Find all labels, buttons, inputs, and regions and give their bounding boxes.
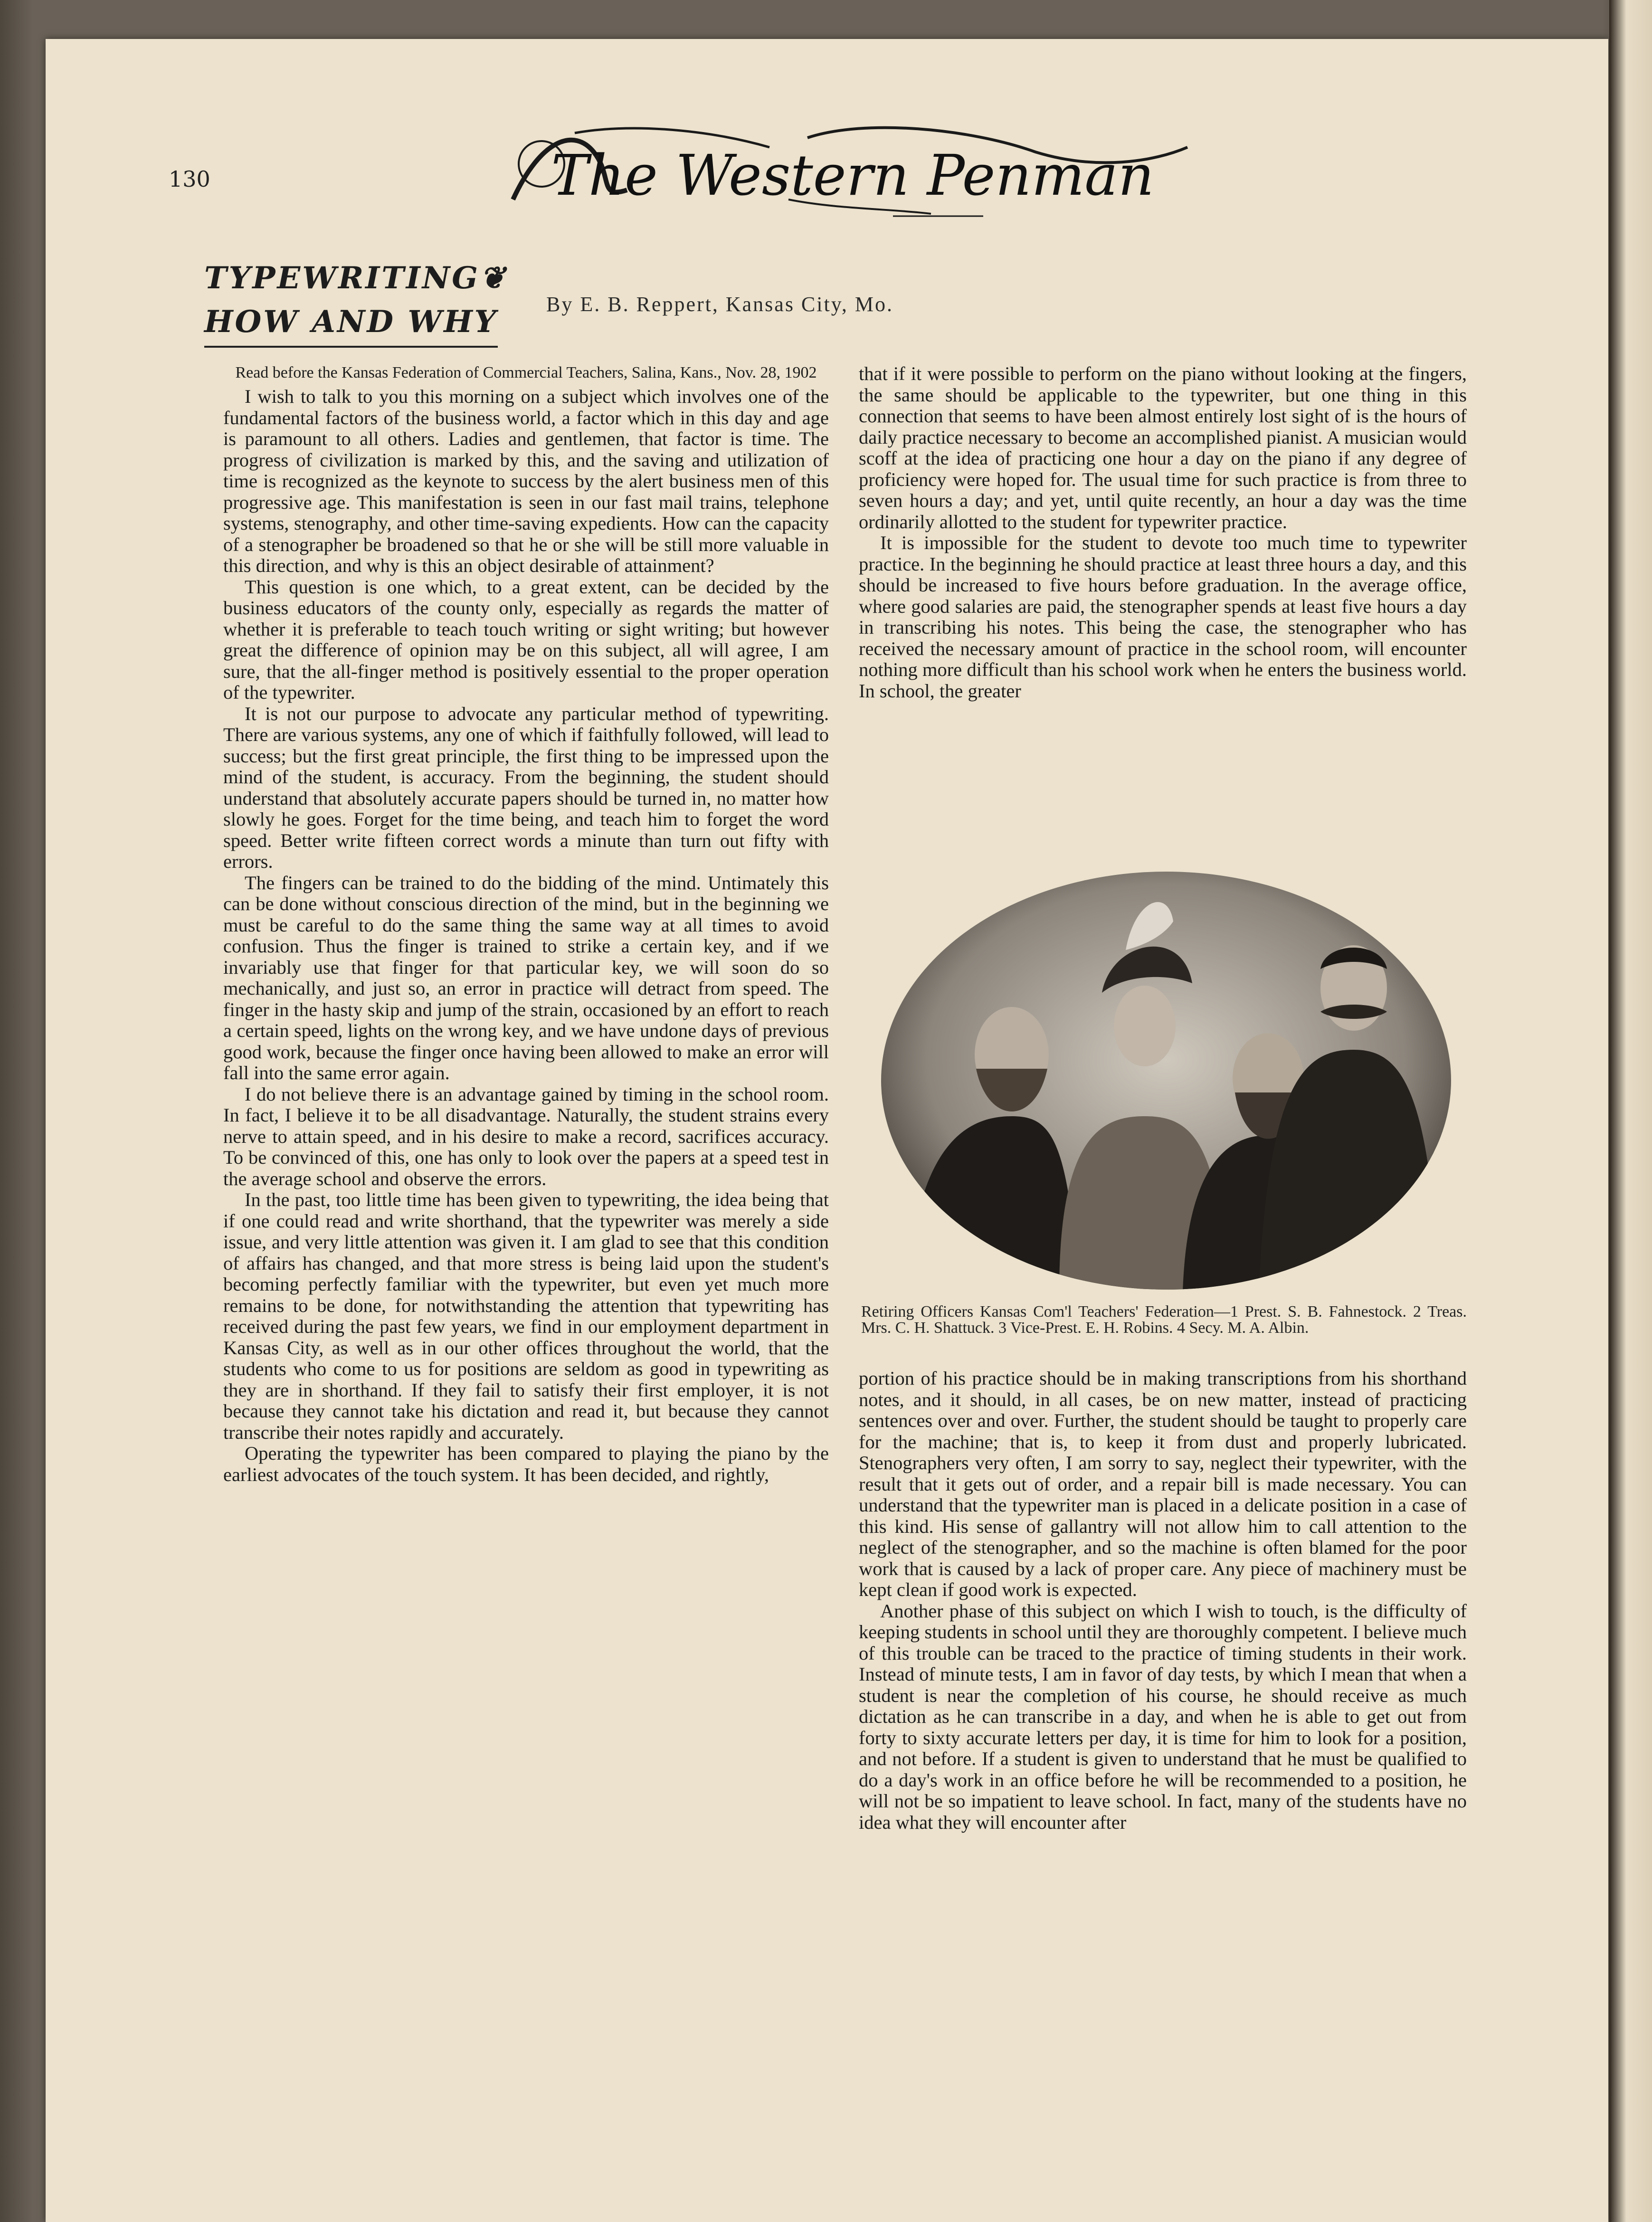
paragraph: The fingers can be trained to do the bidding of the mind. Untimately this can be done without conscious direction of the mind, but in the beginning we must be careful to do the same thing the same way at all times to avoid confusion. Thus the finger is trained to strike a certain key, and if we invariably use that finger for that particular key, we will soon do so mechanically, and just so, an error in practice will detract from speed. The finger in the hasty skip and jump of the strain, occasioned by an effort to reach a certain speed, lights on the wrong key, and we have undone days of previous good work, because the finger once having been allowed to make an error will fall into the same error again. xyxy=(223,872,829,1083)
paragraph: I wish to talk to you this morning on a subject which involves one of the fundamental factors of the business world, a factor which in this day and age is paramount to all others. Ladies and gentlemen, that factor is time. The progress of civilization is marked by this, and the saving and utilization of time is recognized as the keynote to success by the alert business men of this progressive age. This manifestation is seen in our fast mail trains, telephone systems, stenography, and other time-saving expedients. How can the capacity of a stenographer be broadened so that he or she will be still more valuable in this direction, and why is this an object desirable of attainment? xyxy=(223,386,829,576)
paragraph: In the past, too little time has been given to typewriting, the idea being that if one could read and write shorthand, that the typewriter was merely a side issue, and very little attention was given it. I am glad to see that this condition of affairs has changed, and that more stress is being laid upon the student's becoming perfectly familiar with the typewriter, but even yet much more remains to be done, for notwithstanding the attention that typewriting has received during the past few years, we find in our employment department in Kansas City, as well as in our other offices throughout the world, that the students who come to us for positions are seldom as good in typewriting as they are in shorthand. If they fail to satisfy their first employer, it is not because they cannot take his dictation and read it, but because they cannot transcribe their notes rapidly and accurately. xyxy=(223,1189,829,1443)
article-title xyxy=(204,256,507,348)
paragraph: portion of his practice should be in making transcriptions from his shorthand notes, and it should, in all cases, be on new matter, instead of practicing sentences over and over. Further, the student should be taught to properly care for the machine; that is, to keep it from dust and properly lubricated. Stenographers very often, I am sorry to say, neglect their typewriter, with the result that it gets out of order, and a repair bill is made necessary. You can understand that the typewriter man is placed in a delicate position in a case of this kind. His sense of gallantry will not allow him to call attention to the neglect of the stenographer, and so the machine is often blamed for the poor work that is caused by a lack of proper care. Any piece of machinery must be kept clean if good work is expected. xyxy=(859,1367,1467,1600)
presentation-note: Read before the Kansas Federation of Commercial Teachers, Salina, Kans., Nov. 28, 1902 xyxy=(235,364,817,381)
figure-2-head xyxy=(1114,986,1176,1066)
paragraph: It is impossible for the student to devote too much time to typewriter practice. In the beginning he should practice at least three hours a day, and this should be increased to five hours before graduation. In the average office, where good salaries are paid, the stenographer spends at least five hours a day in transcribing his notes. This being the case, the stenographer who has received the necessary amount of practice in the school room, will encounter nothing more difficult than his school work when he enters the business world. In school, the greater xyxy=(859,532,1467,702)
byline: By E. B. Reppert, Kansas City, Mo. xyxy=(546,293,893,316)
title-line-2: HOW AND WHY xyxy=(204,300,498,348)
paragraph: Another phase of this subject on which I wish to touch, is the difficulty of keeping students in school until they are thoroughly competent. I believe much of this trouble can be traced to the practice of timing students in their work. Instead of minute tests, I am in favor of day tests, by which I mean that when a student is near the completion of his course, he should receive as much dictation as he can transcribe in a day, and when he is able to get out from forty to sixty accurate letters per day, it is time for him to look for a position, and not before. If a student is given to understand that he must be qualified to do a day's work in an office before he will be recommended to a position, he will not be so impatient to leave school. In fact, many of the students have no idea what they will encounter after xyxy=(859,1600,1467,1833)
next-page-edge xyxy=(1609,0,1652,2222)
photo-caption: Retiring Officers Kansas Com'l Teachers' Federation—1 Prest. S. B. Fahnestock. 2 Treas. Mrs. C. H. Shattuck. 3 Vice-Prest. E. H. Robins. 4 Secy. M. A. Albin. xyxy=(861,1303,1467,1337)
paragraph: It is not our purpose to advocate any particular method of typewriting. There are various systems, any one of which if faithfully followed, will lead to success; but the first great principle, the first thing to be impressed upon the mind of the student, is accuracy. From the beginning, the student should understand that absolutely accurate papers should be turned in, no matter how slowly he goes. Forget for the time being, and teach him to forget the word speed. Better write fifteen correct words a minute than turn out fifty with errors. xyxy=(223,703,829,872)
title-line-1: TYPEWRITING❦ xyxy=(204,260,507,296)
column-left xyxy=(223,363,829,1485)
officers-photo xyxy=(879,869,1453,1292)
paragraph: I do not believe there is an advantage gained by timing in the school room. In fact, I believe it to be all disadvantage. Naturally, the student strains every nerve to attain speed, and in his desire to make a record, sacrifices accuracy. To be convinced of this, one has only to look over the papers at a speed test in the average school and observe the errors. xyxy=(223,1083,829,1189)
page-number: 130 xyxy=(169,166,210,192)
masthead-text: The Western Penman xyxy=(551,142,1154,208)
paragraph: Operating the typewriter has been compared to playing the piano by the earliest advocates of the touch system. It has been decided, and rightly, xyxy=(223,1443,829,1485)
column-right-bottom xyxy=(859,1368,1467,1833)
column-right-top xyxy=(859,363,1467,702)
paragraph: that if it were possible to perform on the piano without looking at the fingers, the same should be applicable to the typewriter, but one thing in this connection that seems to have been almost entirely lost sight of is the hours of daily practice necessary to become an accomplished pianist. A musician would scoff at the idea of practicing one hour a day on the piano if any degree of proficiency were hoped for. The usual time for such practice is from three to seven hours a day; and yet, until quite recently, an hour a day was the time ordinarily allotted to the student for typewriter practice. xyxy=(859,363,1467,532)
paragraph: This question is one which, to a great extent, can be decided by the business educators of the county only, especially as regards the matter of whether it is preferable to teach touch writing or sight writing; but however great the difference of opinion may be on this subject, all will agree, I am sure, that the all-finger method is positively essential to the proper operation of the typewriter. xyxy=(223,576,829,703)
masthead-logo xyxy=(503,119,1202,237)
